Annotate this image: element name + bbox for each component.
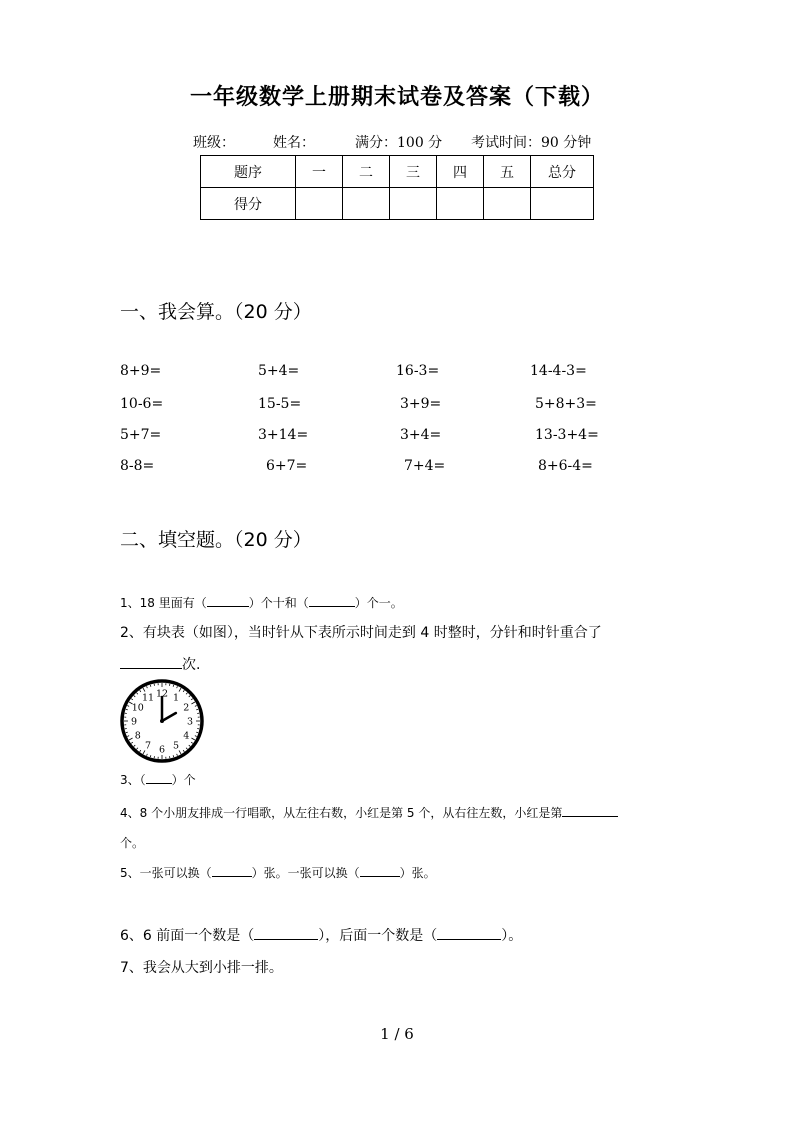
- clock-tick: [186, 693, 187, 694]
- answer-blank[interactable]: [360, 876, 400, 877]
- question-5-text-b: ）张。一张可以换（: [251, 866, 360, 880]
- calc-item: 3+14=: [258, 427, 309, 443]
- clock-center: [160, 719, 164, 723]
- question-6-text-c: ）。: [501, 928, 523, 944]
- calc-item: 8+6-4=: [538, 458, 593, 474]
- calc-item: 13-3+4=: [535, 427, 599, 443]
- calc-item: 3+9=: [400, 396, 442, 412]
- answer-blank[interactable]: [146, 783, 172, 784]
- clock-number: 10: [131, 702, 144, 714]
- clock-tick: [147, 754, 148, 756]
- question-3: [120, 771, 196, 788]
- clock-tick: [183, 690, 184, 692]
- answer-blank[interactable]: [309, 606, 355, 607]
- question-6-text-a: 6、6 前面一个数是（: [120, 928, 255, 944]
- clock-tick: [177, 686, 178, 688]
- clock-tick: [173, 755, 174, 757]
- clock-tick: [189, 696, 190, 697]
- clock-tick: [195, 736, 197, 737]
- question-4-line-1: [120, 804, 618, 821]
- clock-tick: [195, 706, 197, 707]
- clock-number: 8: [134, 730, 141, 742]
- question-1-text-a: 1、18 里面有（: [120, 596, 207, 610]
- score-cell: [437, 188, 484, 220]
- page-number: 1 / 6: [380, 1025, 414, 1043]
- question-1-text-c: ）个一。: [354, 596, 403, 610]
- section-1-heading: 一、我会算。（20 分）: [120, 301, 312, 323]
- exam-title: 一年级数学上册期末试卷及答案（下载）: [189, 85, 604, 110]
- score-cell: 得分: [201, 188, 296, 220]
- calc-item: 5+8+3=: [535, 396, 597, 412]
- question-1-text-b: ）个十和（: [248, 596, 309, 610]
- clock-number: 2: [183, 702, 190, 714]
- clock-number: 1: [172, 692, 180, 704]
- clock-tick: [131, 742, 133, 743]
- clock-tick: [140, 750, 141, 752]
- calc-item: 5+7=: [120, 427, 162, 443]
- calc-item: 8+9=: [120, 363, 162, 379]
- score-cell: 二: [343, 156, 390, 188]
- clock-tick: [134, 745, 135, 746]
- clock-tick: [150, 685, 151, 687]
- calc-item: 3+4=: [400, 427, 442, 443]
- name-label: 姓名：: [273, 135, 315, 151]
- question-6-text-b: ），后面一个数是（: [318, 928, 438, 944]
- score-cell: [343, 188, 390, 220]
- clock-number: 9: [130, 716, 138, 728]
- clock-tick: [189, 745, 190, 746]
- answer-blank[interactable]: [207, 606, 249, 607]
- score-cell: 题序: [201, 156, 296, 188]
- score-cell: [296, 188, 343, 220]
- question-3-text-a: 3、（: [120, 773, 146, 787]
- calc-item: 15-5=: [258, 396, 302, 412]
- question-1: [120, 594, 403, 611]
- score-cell: 一: [296, 156, 343, 188]
- score-cell: 总分: [531, 156, 594, 188]
- score-table-header-row: [201, 156, 594, 188]
- clock-tick: [173, 685, 174, 687]
- question-5: [120, 864, 436, 881]
- calc-item: 14-4-3=: [530, 363, 587, 379]
- question-3-text-b: ）个: [171, 773, 196, 787]
- score-table: [200, 155, 594, 220]
- hour-hand: [162, 713, 176, 721]
- clock-tick: [140, 690, 141, 692]
- section-2-heading: 二、填空题。（20 分）: [120, 529, 312, 551]
- clock-tick: [143, 688, 145, 691]
- clock-tick: [196, 732, 198, 733]
- score-cell: [390, 188, 437, 220]
- answer-blank[interactable]: [437, 939, 501, 940]
- full-score: 满分：100 分: [355, 135, 443, 151]
- clock-tick: [126, 709, 128, 710]
- clock-number: 6: [158, 744, 166, 756]
- clock-number: 5: [172, 740, 180, 752]
- exam-time: 考试时间：90 分钟: [471, 135, 592, 151]
- calc-item: 6+7=: [266, 458, 308, 474]
- clock-figure: [118, 678, 206, 764]
- clock-tick: [191, 699, 193, 700]
- clock-tick: [196, 709, 198, 710]
- question-2-line-2: [120, 654, 200, 674]
- clock-tick: [179, 750, 181, 753]
- score-cell: 五: [484, 156, 531, 188]
- clock-tick: [129, 738, 132, 740]
- clock-tick: [191, 702, 194, 704]
- clock-tick: [150, 755, 151, 757]
- calc-item: 16-3=: [396, 363, 440, 379]
- question-4-line-2: 个。: [120, 836, 145, 850]
- score-cell: [531, 188, 594, 220]
- question-6: [120, 925, 522, 945]
- question-5-text-a: 5、一张可以换（: [120, 866, 212, 880]
- clock-tick: [191, 738, 194, 740]
- clock-tick: [137, 693, 138, 694]
- clock-number: 7: [144, 740, 152, 752]
- clock-tick: [126, 732, 128, 733]
- question-2-line-1: 2、有块表（如图），当时针从下表所示时间走到 4 时整时，分针和时针重合了: [120, 625, 602, 641]
- clock-tick: [183, 750, 184, 752]
- clock-tick: [127, 706, 129, 707]
- clock-tick: [186, 748, 187, 749]
- question-5-text-c: ）张。: [399, 866, 436, 880]
- clock-tick: [179, 688, 181, 691]
- score-cell: 三: [390, 156, 437, 188]
- question-7: 7、我会从大到小排一排。: [120, 960, 283, 976]
- clock-number: 3: [186, 716, 194, 728]
- question-2-tail: 次.: [182, 657, 201, 673]
- clock-number: 12: [155, 688, 169, 700]
- clock-tick: [137, 748, 138, 749]
- clock-tick: [191, 742, 193, 743]
- score-cell: 四: [437, 156, 484, 188]
- calc-item: 10-6=: [120, 396, 164, 412]
- answer-blank[interactable]: [120, 668, 182, 669]
- answer-blank[interactable]: [254, 939, 318, 940]
- clock-tick: [134, 696, 135, 697]
- class-label: 班级：: [193, 135, 235, 151]
- question-4-text: 4、8 个小朋友排成一行唱歌，从左往右数，小红是第 5 个，从右往左数，小红是第: [120, 806, 563, 820]
- score-table-score-row: [201, 188, 594, 220]
- answer-blank[interactable]: [212, 876, 252, 877]
- clock-number: 4: [183, 730, 190, 742]
- clock-number: 11: [141, 692, 155, 704]
- score-cell: [484, 188, 531, 220]
- clock-tick: [131, 699, 133, 700]
- calc-item: 5+4=: [258, 363, 300, 379]
- calc-item: 7+4=: [404, 458, 446, 474]
- calc-item: 8-8=: [120, 458, 155, 474]
- clock-tick: [127, 736, 129, 737]
- clock-tick: [177, 754, 178, 756]
- clock-tick: [147, 686, 148, 688]
- answer-blank[interactable]: [562, 816, 618, 817]
